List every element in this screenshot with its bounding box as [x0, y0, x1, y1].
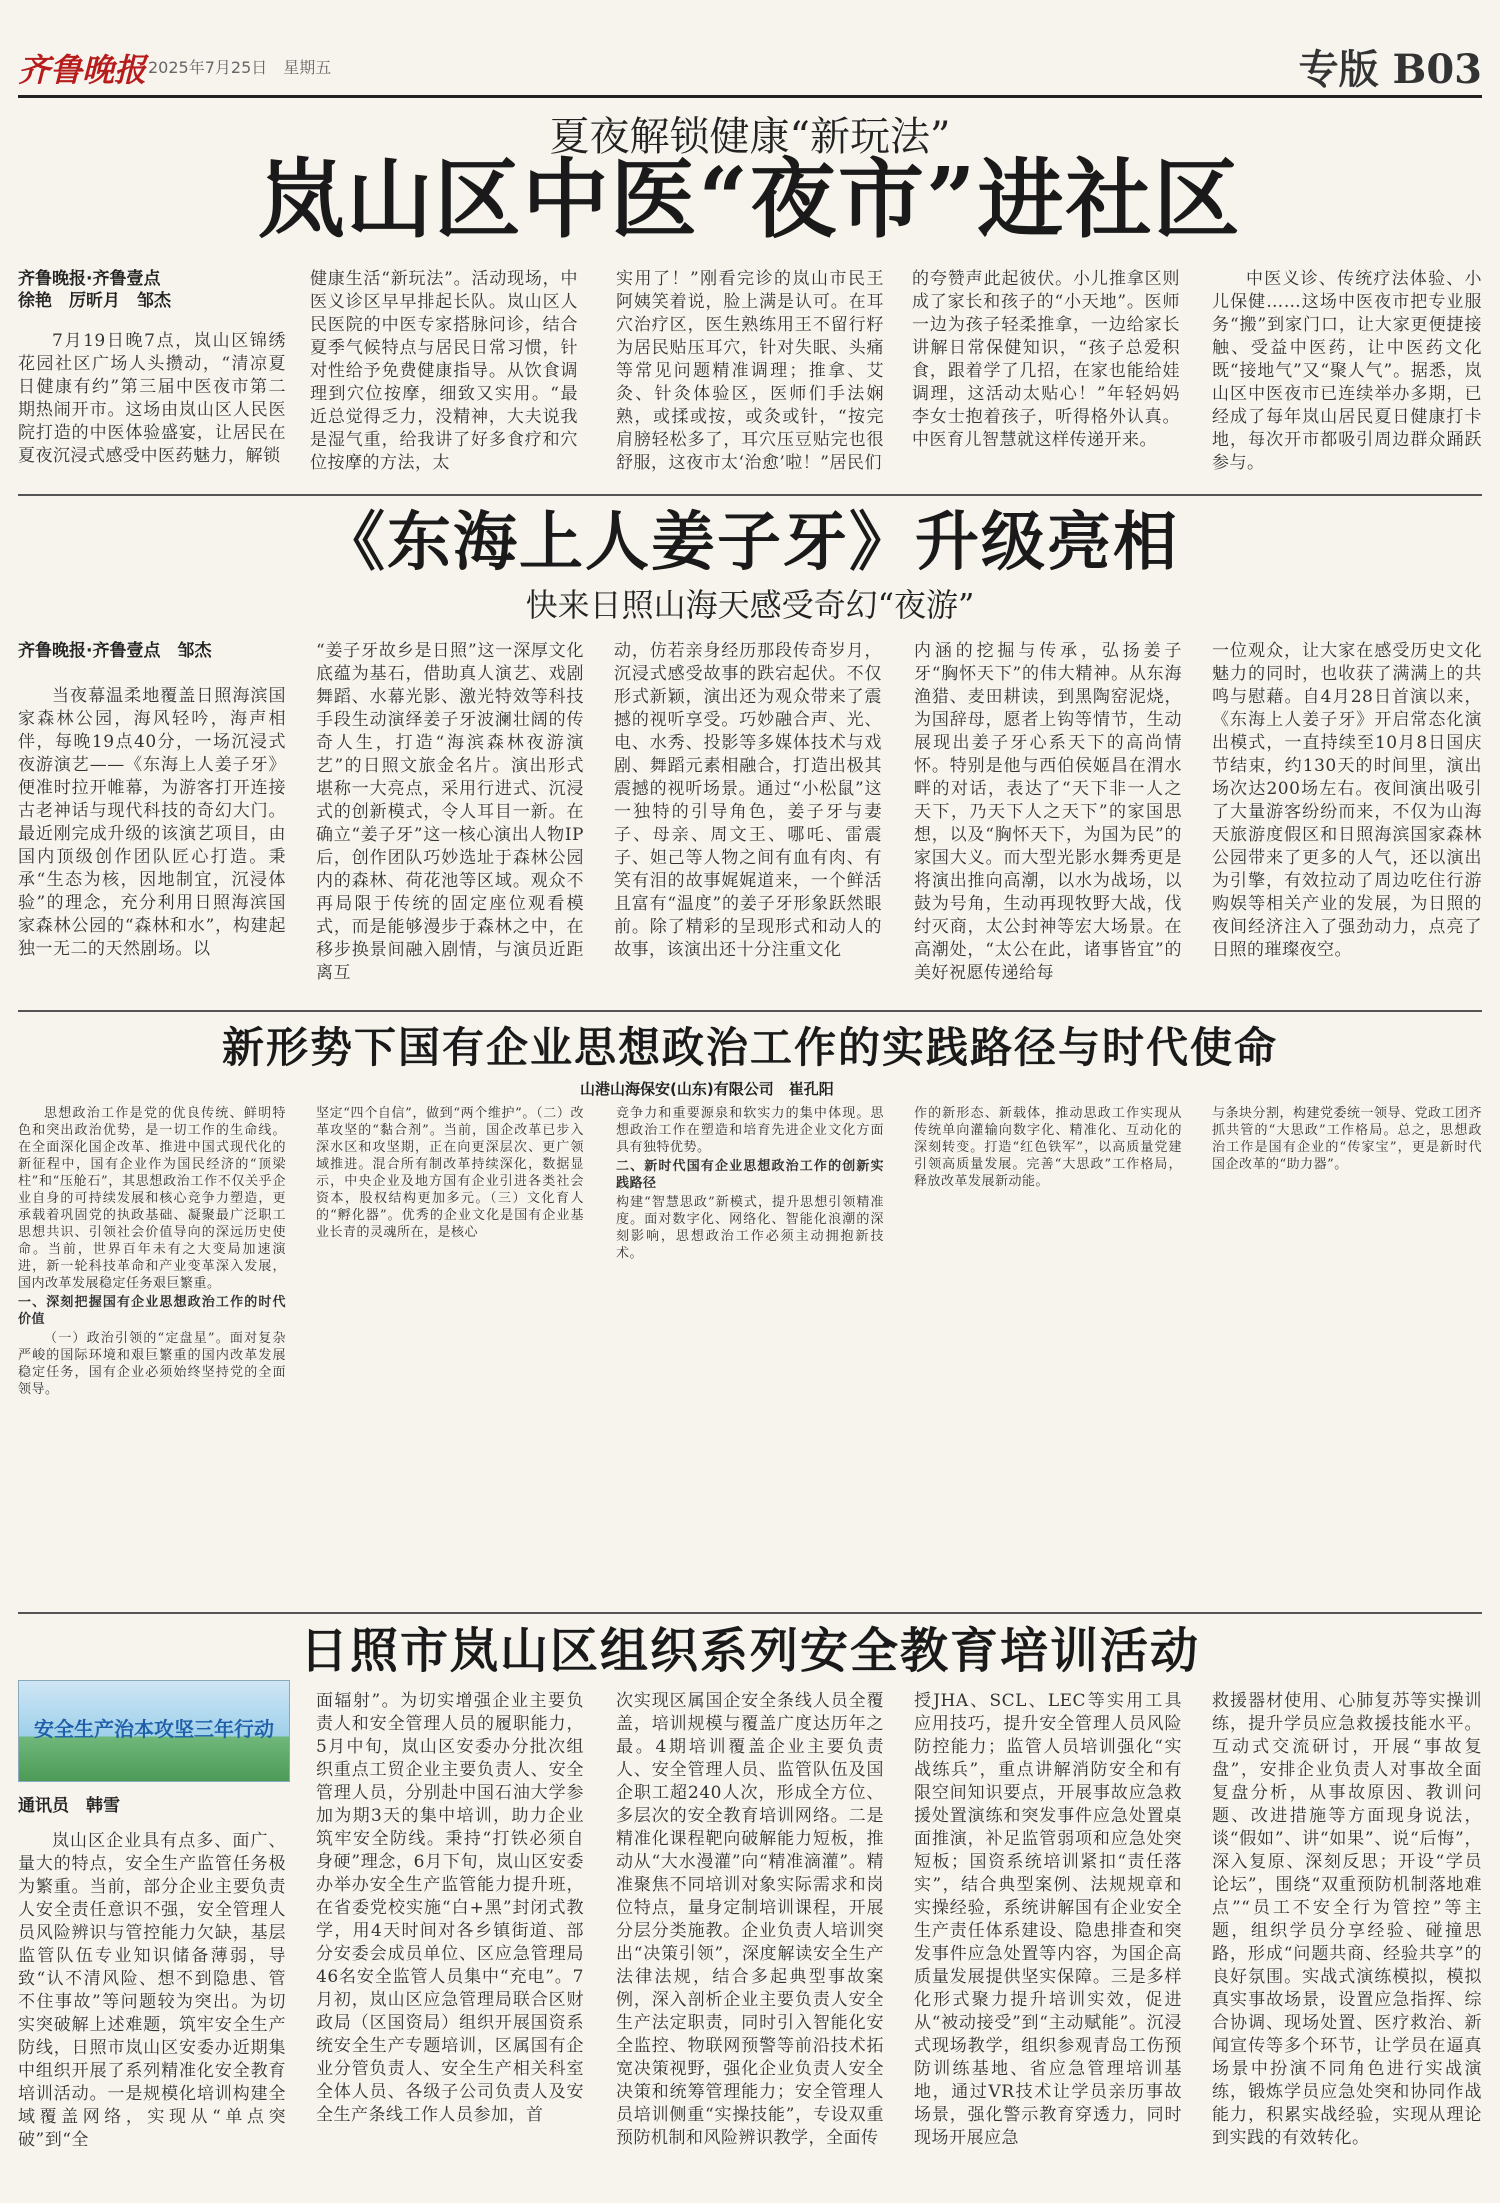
article3-col3: [616, 1105, 884, 1635]
article1-headline: 岚山区中医“夜市”进社区: [258, 149, 1242, 250]
article2-col3: 动，仿若亲身经历那段传奇岁月，沉浸式感受故事的跌宕起伏。不仅形式新颖，演出还为观众带来了震撼的视听享受。巧妙融合声、光、电、水秀、投影等多媒体技术与戏剧、舞蹈元素相融合，打造出极其震撼的视听场景。通过“小松鼠”这一独特的引导角色，姜子牙与妻子、母亲、周文王、哪吒、雷震子、妲己等人物之间有血有肉、有笑有泪的故事娓娓道来，一个鲜活且富有“温度”的姜子牙形象跃然眼前。除了精彩的呈现形式和动人的故事，该演出还十分注重文化: [614, 641, 882, 960]
article4-col5: 救援器材使用、心肺复苏等实操训练，提升学员应急救援技能水平。互动式交流研讨，开展“事故复盘”，安排企业负责人对事故全面复盘分析，从事故原因、教训问题、改进措施等方面现身说法，谈“假如”、讲“如果”、说“后悔”，深入复原、深刻反思；开设“学员论坛”，围绕“双重预防机制落地难点”“员工不安全行为管控”等主题，组织学员分享经验、碰撞思路，形成“问题共商、经验共享”的良好氛围。实战式演练模拟，模拟真实事故场景，设置应急指挥、综合协调、现场处置、医疗救治、新闻宣传等多个环节，让学员在逼真场景中扮演不同角色进行实战演练，锻炼学员应急处突和协同作战能力，积累实战经验，实现从理论到实践的有效转化。: [1212, 1691, 1482, 2148]
article4-col3: 次实现区属国企安全条线人员全覆盖，培训规模与覆盖广度达历年之最。4期培训覆盖企业主要负责人、安全管理人员、监管队伍及国企职工超240人次，形成全方位、多层次的安全教育培训网络。二是精准化课程靶向破解能力短板，推动从“大水漫灌”向“精准滴灌”。精准聚焦不同培训对象实际需求和岗位特点，量身定制培训课程，开展分层分类施教。企业负责人培训突出“决策引领”，深度解读安全生产法律法规，结合多起典型事故案例，深入剖析企业主要负责人安全生产法定职责，同时引入智能化安全监控、物联网预警等前沿技术拓宽决策视野，强化企业负责人安全决策和统筹管理能力；安全管理人员培训侧重“实操技能”，专设双重预防机制和风险辨识教学，全面传: [616, 1691, 884, 2148]
article2-col4: 内涵的挖掘与传承，弘扬姜子牙“胸怀天下”的伟大精神。从东海渔猎、麦田耕读，到黑陶窑泥烧，为国辞母，愿者上钩等情节，生动展现出姜子牙心系天下的高尚情怀。特别是他与西伯侯姬昌在渭水畔的对话，表达了“天下非一人之天下，乃天下人之天下”的家国思想，以及“胸怀天下，为国为民”的家国大义。而大型光影水舞秀更是将演出推向高潮，以水为战场，以鼓为号角，生动再现牧野大战，伐纣灭商，太公封神等宏大场景。在高潮处，“太公在此，诸事皆宜”的美好祝愿传递给每: [914, 641, 1182, 983]
article3-col2: 坚定“四个自信”，做到“两个维护”。（二）改革攻坚的“黏合剂”。当前，国企改革已步入深水区和攻坚期，正在向更深层次、更广领域推进。混合所有制改革持续深化，数据显示，中央企业及地方国有企业引进各类社会资本，股权结构更加多元。（三）文化育人的“孵化器”。优秀的企业文化是国有企业基业长青的灵魂所在，是核心: [316, 1106, 584, 1240]
article3-byline: 山港山海保安(山东)有限公司 崔孔阳: [580, 1080, 834, 1098]
article2-col1: 当夜幕温柔地覆盖日照海滨国家森林公园，海风轻吟，海声相伴，每晚19点40分，一场沉浸式夜游演艺——《东海上人姜子牙》便准时拉开帷幕，为游客打开连接古老神话与现代科技的奇幻大门。最近刚完成升级的该演艺项目，由国内顶级创作团队匠心打造。秉承“生态为核，因地制宜，沉浸体验”的理念，充分利用日照海滨国家森林公园的“森林和水”，构建起独一无二的天然剧场。以: [18, 686, 286, 959]
article1-col2: 健康生活“新玩法”。活动现场，中医义诊区早早排起长队。岚山区人民医院的中医专家搭脉问诊，结合夏季气候特点与居民日常习惯，针对性给予免费健康指导。从饮食调理到穴位按摩，细致又实用。“最近总觉得乏力，没精神，大夫说我是湿气重，给我讲了好多食疗和穴位按摩的方法，太: [310, 269, 578, 473]
article3-col1: [18, 1105, 286, 1635]
article2-headline: 《东海上人姜子牙》升级亮相: [321, 505, 1179, 580]
article1-byline-authors: 徐艳 厉昕月 邹杰: [18, 291, 171, 311]
article3-section-1-heading: 一、深刻把握国有企业思想政治工作的时代价值: [18, 1295, 286, 1327]
article3-col1b-text: （一）政治引领的“定盘星”。面对复杂严峻的国际环境和艰巨繁重的国内改革发展稳定任务，国有企业必须始终坚持党的全面领导。: [18, 1331, 286, 1397]
article3-headline: 新形势下国有企业思想政治工作的实践路径与时代使命: [221, 1023, 1278, 1072]
section-label: 专版 B03: [1298, 46, 1482, 93]
article1-byline-source: 齐鲁晚报·齐鲁壹点: [18, 269, 161, 289]
article3-col3b-text: 构建“智慧思政”新模式，提升思想引领精准度。面对数字化、网络化、智能化浪潮的深刻影响，思想政治工作必须主动拥抱新技术。: [616, 1195, 884, 1261]
newspaper-logo: 齐鲁晚报: [18, 51, 147, 89]
article2-col2: “姜子牙故乡是日照”这一深厚文化底蕴为基石，借助真人演艺、戏剧舞蹈、水幕光影、激光特效等科技手段生动演绎姜子牙波澜壮阔的传奇人生，打造“海滨森林夜游演艺”的日照文旅金名片。演出形式堪称一大亮点，采用行进式、沉浸式的创新模式，令人耳目一新。在确立“姜子牙”这一核心演出人物IP后，创作团队巧妙选址于森林公园内的森林、荷花池等区域。观众不再局限于传统的固定座位观看模式，而是能够漫步于森林之中，在移步换景间融入剧情，与演员近距离互: [316, 641, 584, 983]
article2-col5: 一位观众，让大家在感受历史文化魅力的同时，也收获了满满上的共鸣与慰藉。自4月28日首演以来，《东海上人姜子牙》开启常态化演出模式，一直持续至10月8日国庆节结束，约130天的时间里，演出场次达200场左右。夜间演出吸引了大量游客纷纷而来，不仅为山海天旅游度假区和日照海滨国家森林公园带来了更多的人气，还以演出为引擎，有效拉动了周边吃住行游购娱等相关产业的发展，为日照的夜间经济注入了强劲动力，点亮了日照的璀璨夜空。: [1212, 641, 1482, 960]
issue-date: 2025年7月25日 星期五: [148, 58, 332, 77]
article4-col1: 岚山区企业具有点多、面广、量大的特点，安全生产监管任务极为繁重。当前，部分企业主要负责人安全责任意识不强，安全管理人员风险辨识与管控能力欠缺，基层监管队伍专业知识储备薄弱，导致“认不清风险、想不到隐患、管不住事故”等问题较为突出。为切实突破解上述难题，筑牢安全生产防线，日照市岚山区安委办近期集中组织开展了系列精准化安全教育培训活动。一是规模化培训构建全域覆盖网络，实现从“单点突破”到“全: [18, 1831, 286, 2150]
article4-headline: 日照市岚山区组织系列安全教育培训活动: [299, 1623, 1200, 1679]
article3-col3-text: 竞争力和重要源泉和软实力的集中体现。思想政治工作在塑造和培育先进企业文化方面具有独特优势。: [616, 1106, 884, 1155]
divider-2: [18, 1010, 1482, 1012]
article3-section-2-heading: 二、新时代国有企业思想政治工作的创新实践路径: [616, 1159, 884, 1191]
divider-1: [18, 494, 1482, 496]
article3-col1-text: 思想政治工作是党的优良传统、鲜明特色和突出政治优势，是一切工作的生命线。在全面深化国企改革、推进中国式现代化的新征程中，国有企业作为国民经济的“顶梁柱”和“压舱石”，其思想政治工作不仅关乎企业自身的可持续发展和核心竞争力塑造，更承载着巩固党的执政基础、凝聚最广泛职工思想共识、引领社会价值导向的深远历史使命。当前，世界百年未有之大变局加速演进，新一轮科技革命和产业变革深入发展，国内改革发展稳定任务艰巨繁重。: [18, 1106, 286, 1291]
article1-col4: 的夸赞声此起彼伏。小儿推拿区则成了家长和孩子的“小天地”。医师一边为孩子轻柔推拿，一边给家长讲解日常保健知识，“孩子总爱积食，跟着学了几招，在家也能给娃调理，这活动太贴心！”年轻妈妈李女士抱着孩子，听得格外认真。中医育儿智慧就这样传递开来。: [912, 269, 1180, 450]
header-rule: [18, 95, 1482, 98]
divider-3: [18, 1612, 1482, 1614]
article1-col3: 实用了！”刚看完诊的岚山市民王阿姨笑着说，脸上满是认可。在耳穴治疗区，医生熟练用王不留行籽为居民贴压耳穴，针对失眠、头痛等常见问题精准调理；推拿、艾灸、针灸体验区，医师们手法娴熟，或揉或按，或灸或针，“按完肩膀轻松多了，耳穴压豆贴完也很舒服，这夜市太‘治愈’啦！”居民们: [616, 269, 884, 473]
article3-col5: 与条块分割，构建党委统一领导、党政工团齐抓共管的“大思政”工作格局。总之，思想政治工作是国有企业的“传家宝”，更是新时代国企改革的“助力器”。: [1212, 1106, 1482, 1172]
article1-byline: [18, 268, 288, 312]
article1-kicker: 夏夜解锁健康“新玩法”: [549, 114, 951, 160]
article2-subhead: 快来日照山海天感受奇幻“夜游”: [525, 586, 975, 624]
article4-col2: 面辐射”。为切实增强企业主要负责人和安全管理人员的履职能力，5月中旬，岚山区安委办分批次组织重点工贸企业主要负责人、安全管理人员，分别赴中国石油大学参加为期3天的集中培训，助力企业筑牢安全防线。秉持“打铁必须自身硬”理念，6月下旬，岚山区安委办举办安全生产监管能力提升班，在省委党校实施“白+黑”封闭式教学，用4天时间对各乡镇街道、部分安委会成员单位、区应急管理局46名安全监管人员集中“充电”。7月初，岚山区应急管理局联合区财政局（区国资局）组织开展国资系统安全生产专题培训，区属国有企业分管负责人、安全生产相关科室全体人员、各级子公司负责人及安全生产条线工作人员参加，首: [316, 1691, 584, 2125]
article1-col1: 7月19日晚7点，岚山区锦绣花园社区广场人头攒动，“清凉夏日健康有约”第三届中医夜市第二期热闹开市。这场由岚山区人民医院打造的中医体验盛宴，让居民在夏夜沉浸式感受中医药魅力，解锁: [18, 331, 286, 466]
banner-text: 安全生产治本攻坚三年行动: [34, 1717, 274, 1741]
article1-col5: 中医义诊、传统疗法体验、小儿保健……这场中医夜市把专业服务“搬”到家门口，让大家更便捷接触、受益中医药，让中医药文化既“接地气”又“聚人气”。据悉，岚山区中医夜市已连续举办多期，已经成了每年岚山居民夏日健康打卡地，每次开市都吸引周边群众踊跃参与。: [1212, 269, 1482, 473]
article2-byline: 齐鲁晚报·齐鲁壹点 邹杰: [18, 641, 212, 661]
article4-byline: 通讯员 韩雪: [18, 1796, 120, 1816]
article3-col4: 作的新形态、新载体，推动思政工作实现从传统单向灌输向数字化、精准化、互动化的深刻转变。打造“红色铁军”，以高质量党建引领高质量发展。完善“大思政”工作格局，释放改革发展新动能。: [914, 1106, 1182, 1189]
article4-col4: 授JHA、SCL、LEC等实用工具应用技巧，提升安全管理人员风险防控能力；监管人员培训强化“实战练兵”，重点讲解消防安全和有限空间知识要点，开展事故应急救援处置演练和突发事件应急处置桌面推演，补足监管弱项和应急处突短板；国资系统培训紧扣“责任落实”，结合典型案例、法规规章和实操经验，系统讲解国有企业安全生产责任体系建设、隐患排查和突发事件应急处置等内容，为国企高质量发展提供坚实保障。三是多样化形式聚力提升培训实效，促进从“被动接受”到“主动赋能”。沉浸式现场教学，组织参观青岛工伤预防训练基地、省应急管理培训基地，通过VR技术让学员亲历事故场景，强化警示教育穿透力，同时现场开展应急: [914, 1691, 1182, 2148]
safety-campaign-banner: [18, 1680, 290, 1782]
